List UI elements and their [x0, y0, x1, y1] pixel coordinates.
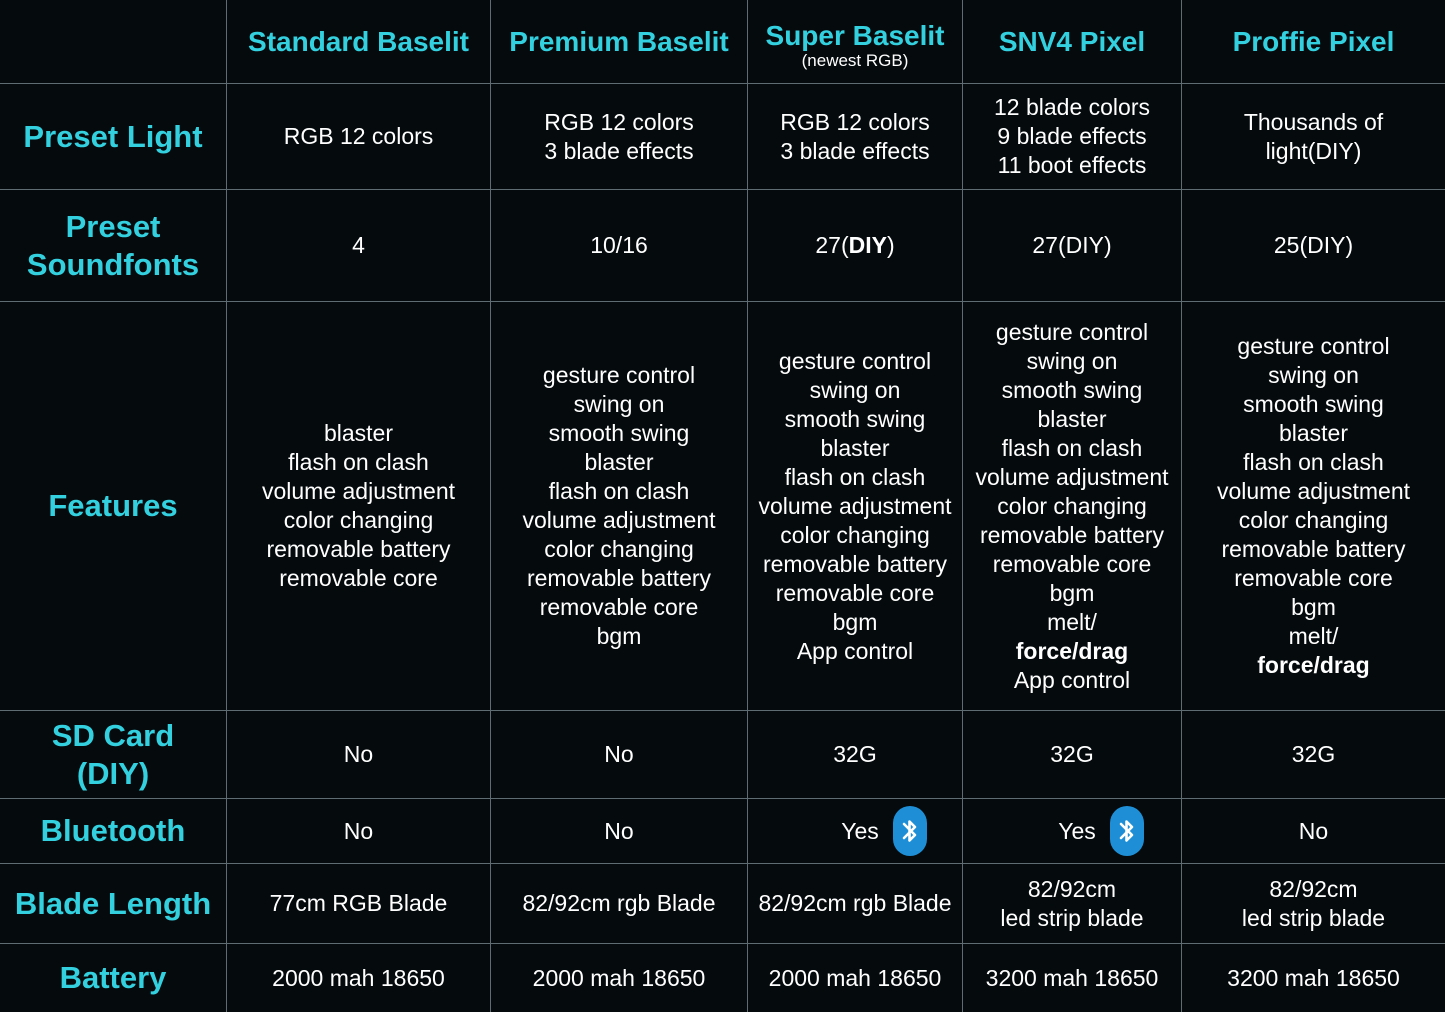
cell-value: 25(DIY): [1273, 232, 1354, 258]
cell-line: flash on clash: [1001, 434, 1143, 461]
feature-part: force/drag: [1257, 652, 1370, 678]
column-header-note: (newest RGB): [801, 51, 909, 70]
soundfonts-proffie: [1182, 190, 1445, 302]
cell-value: 32G: [1291, 741, 1336, 767]
column-header-premium: [491, 0, 748, 84]
features-standard: [227, 302, 491, 711]
features-super: [748, 302, 963, 711]
cell-line: removable core: [775, 579, 935, 606]
column-header-snv4: [963, 0, 1182, 84]
cell-line: 82/92cm rgb Blade: [522, 890, 716, 916]
cell-lines: [544, 108, 694, 166]
bluetooth-standard: [227, 799, 491, 864]
cell-value: Yes: [841, 817, 879, 844]
cell-value: [815, 231, 894, 260]
battery-standard: [227, 944, 491, 1012]
cell-line: color changing: [780, 521, 930, 548]
corner-cell: [0, 0, 227, 84]
cell-line: volume adjustment: [1216, 478, 1411, 504]
cell-line: removable battery: [1221, 536, 1406, 562]
cell-value: 2000 mah 18650: [768, 964, 942, 991]
cell-value: No: [343, 741, 374, 767]
cell-value: 4: [352, 232, 365, 258]
cell-line: flash on clash: [548, 478, 690, 504]
cell-value: 2000 mah 18650: [272, 964, 445, 991]
column-header-label: Proffie Pixel: [1232, 26, 1395, 57]
cell-lines: [1244, 108, 1383, 166]
cell-line: flash on clash: [288, 449, 429, 475]
cell-line: volume adjustment: [758, 492, 952, 519]
cell-line: 82/92cm rgb Blade: [758, 890, 952, 916]
bluetooth-value: [1000, 806, 1144, 856]
blade-length-standard: [227, 864, 491, 944]
cell-lines: [1242, 875, 1385, 933]
row-header-preset-light: [0, 84, 227, 190]
row-header-label: Blade Length: [14, 885, 212, 921]
cell-lines: [758, 889, 951, 918]
cell-line: flash on clash: [784, 463, 926, 490]
column-header-label: Super Baselit: [765, 20, 945, 51]
bluetooth-premium: [491, 799, 748, 864]
cell-lines: [780, 108, 930, 166]
cell-line: removable battery: [979, 521, 1165, 548]
battery-super: [748, 944, 963, 1012]
cell-line: bgm: [832, 608, 878, 635]
battery-premium: [491, 944, 748, 1012]
cell-line: flash on clash: [1243, 449, 1384, 475]
cell-line: gesture control: [778, 347, 932, 374]
row-header-label: Preset: [65, 208, 161, 244]
cell-line: led strip blade: [1000, 904, 1144, 931]
cell-line: blaster: [323, 420, 394, 446]
cell-lines: [975, 318, 1168, 695]
sd-card-snv4: [963, 711, 1182, 799]
cell-line: blaster: [1037, 405, 1107, 432]
cell-value: 3200 mah 18650: [1227, 964, 1400, 991]
cell-line: smooth swing: [1243, 391, 1384, 417]
cell-line: 3 blade effects: [780, 137, 930, 164]
column-header-label: SNV4 Pixel: [998, 26, 1146, 57]
cell-lines: [522, 889, 715, 918]
cell-line: volume adjustment: [522, 507, 716, 533]
row-header-battery: [0, 944, 227, 1012]
cell-line: swing on: [1026, 347, 1118, 374]
cell-line: color changing: [1238, 507, 1389, 533]
cell-line: gesture control: [542, 362, 696, 388]
cell-line: light(DIY): [1265, 137, 1362, 164]
row-header-label: (DIY): [76, 755, 150, 791]
cell-line: removable battery: [762, 550, 948, 577]
cell-lines: [1217, 332, 1410, 622]
sd-card-super: [748, 711, 963, 799]
cell-lines: [975, 318, 1168, 608]
row-header-blade-length: [0, 864, 227, 944]
cell-line: removable core: [539, 594, 699, 620]
feature-part: force/drag: [1015, 637, 1129, 664]
cell-line: gesture control: [995, 318, 1149, 345]
cell-line: color changing: [997, 492, 1147, 519]
cell-line: 82/92cm: [1027, 875, 1117, 902]
cell-line: color changing: [283, 507, 434, 533]
cell-line: swing on: [809, 376, 901, 403]
cell-line: blaster: [584, 449, 654, 475]
feature-part: melt/: [1288, 623, 1339, 649]
cell-lines: [284, 122, 434, 151]
preset-light-premium: [491, 84, 748, 190]
cell-line: led strip blade: [1241, 904, 1386, 931]
cell-line: 9 blade effects: [997, 123, 1147, 149]
cell-value: 32G: [833, 741, 877, 767]
cell-line: blaster: [820, 434, 890, 461]
cell-line: swing on: [573, 391, 665, 417]
cell-lines: [270, 889, 448, 918]
row-header-preset-soundfonts: [0, 190, 227, 302]
row-header-label: Soundfonts: [26, 246, 200, 282]
sd-card-premium: [491, 711, 748, 799]
blade-length-snv4: [963, 864, 1182, 944]
cell-line: volume adjustment: [261, 478, 456, 504]
row-header-label: SD Card: [51, 717, 175, 753]
features-snv4: [963, 302, 1182, 711]
bluetooth-icon: [893, 806, 927, 856]
cell-lines: [758, 347, 951, 666]
cell-line: bgm: [1291, 594, 1336, 620]
soundfonts-snv4: [963, 190, 1182, 302]
cell-lines: [1217, 332, 1410, 680]
row-header-bluetooth: [0, 799, 227, 864]
sd-card-standard: [227, 711, 491, 799]
cell-line: 11 boot effects: [997, 152, 1147, 178]
cell-line: volume adjustment: [975, 463, 1169, 490]
row-header-label: Preset Light: [23, 118, 203, 154]
preset-light-standard: [227, 84, 491, 190]
cell-line: blaster: [1278, 420, 1349, 446]
column-header-label: Premium Baselit: [509, 26, 729, 57]
cell-line: bgm: [596, 623, 642, 649]
row-header-label: Features: [48, 488, 178, 523]
battery-proffie: [1182, 944, 1445, 1012]
cell-line: removable core: [1234, 565, 1393, 591]
column-header-label: Standard Baselit: [248, 26, 469, 57]
feature-line: [1257, 622, 1369, 680]
feature-part: melt/: [1047, 608, 1097, 635]
battery-snv4: [963, 944, 1182, 1012]
column-header-proffie: [1182, 0, 1445, 84]
blade-length-super: [748, 864, 963, 944]
row-header-label: Bluetooth: [40, 813, 186, 848]
cell-line: smooth swing: [1001, 376, 1143, 403]
cell-value: No: [604, 817, 634, 844]
cell-line: 82/92cm: [1269, 875, 1358, 902]
cell-line: color changing: [544, 536, 694, 562]
row-header-label: Battery: [59, 960, 167, 995]
cell-lines: [262, 419, 455, 593]
cell-line: 3 blade effects: [544, 137, 694, 164]
column-header-standard: [227, 0, 491, 84]
cell-value: No: [604, 741, 634, 767]
cell-line: swing on: [1268, 362, 1359, 388]
cell-line: smooth swing: [784, 405, 926, 432]
cell-lines: [994, 93, 1150, 180]
cell-value: 10/16: [590, 232, 648, 258]
cell-lines: [522, 361, 715, 651]
cell-value: 32G: [1050, 741, 1094, 767]
cell-line: Thousands of: [1243, 108, 1384, 135]
cell-line: removable core: [279, 565, 438, 591]
preset-light-super: [748, 84, 963, 190]
cell-value-part: ): [886, 232, 895, 258]
cell-line: 12 blade colors: [994, 94, 1150, 120]
preset-light-proffie: [1182, 84, 1445, 190]
cell-line: RGB 12 colors: [780, 108, 930, 135]
row-header-sd-card: [0, 711, 227, 799]
feature-line: App control: [1013, 666, 1131, 693]
feature-line: [1016, 608, 1128, 666]
cell-lines: [52, 717, 174, 793]
soundfonts-premium: [491, 190, 748, 302]
bluetooth-snv4: [963, 799, 1182, 864]
soundfonts-standard: [227, 190, 491, 302]
cell-line: RGB 12 colors: [544, 108, 694, 135]
cell-value: 2000 mah 18650: [532, 964, 706, 991]
bluetooth-super: [748, 799, 963, 864]
cell-line: 77cm RGB Blade: [269, 890, 448, 916]
cell-value-part: 27(: [815, 232, 849, 258]
cell-value: No: [1298, 817, 1329, 844]
cell-line: gesture control: [1237, 333, 1390, 359]
cell-line: App control: [796, 637, 914, 664]
bluetooth-value: [783, 806, 927, 856]
cell-value: 27(DIY): [1032, 232, 1112, 258]
cell-lines: [1000, 875, 1143, 933]
cell-line: smooth swing: [548, 420, 690, 446]
row-header-features: [0, 302, 227, 711]
cell-line: removable core: [992, 550, 1152, 577]
cell-value-part: DIY: [848, 232, 887, 258]
bluetooth-proffie: [1182, 799, 1445, 864]
cell-line: removable battery: [526, 565, 712, 591]
blade-length-proffie: [1182, 864, 1445, 944]
cell-line: bgm: [1049, 579, 1095, 606]
sd-card-proffie: [1182, 711, 1445, 799]
bluetooth-icon: [1110, 806, 1144, 856]
cell-line: RGB 12 colors: [283, 123, 434, 149]
cell-value: Yes: [1058, 817, 1096, 844]
cell-lines: [27, 208, 199, 284]
cell-value: 3200 mah 18650: [985, 964, 1159, 991]
soundfonts-super: [748, 190, 963, 302]
preset-light-snv4: [963, 84, 1182, 190]
cell-line: removable battery: [266, 536, 451, 562]
features-proffie: [1182, 302, 1445, 711]
features-premium: [491, 302, 748, 711]
column-header-super: [748, 0, 963, 84]
cell-value: No: [343, 817, 374, 844]
blade-length-premium: [491, 864, 748, 944]
